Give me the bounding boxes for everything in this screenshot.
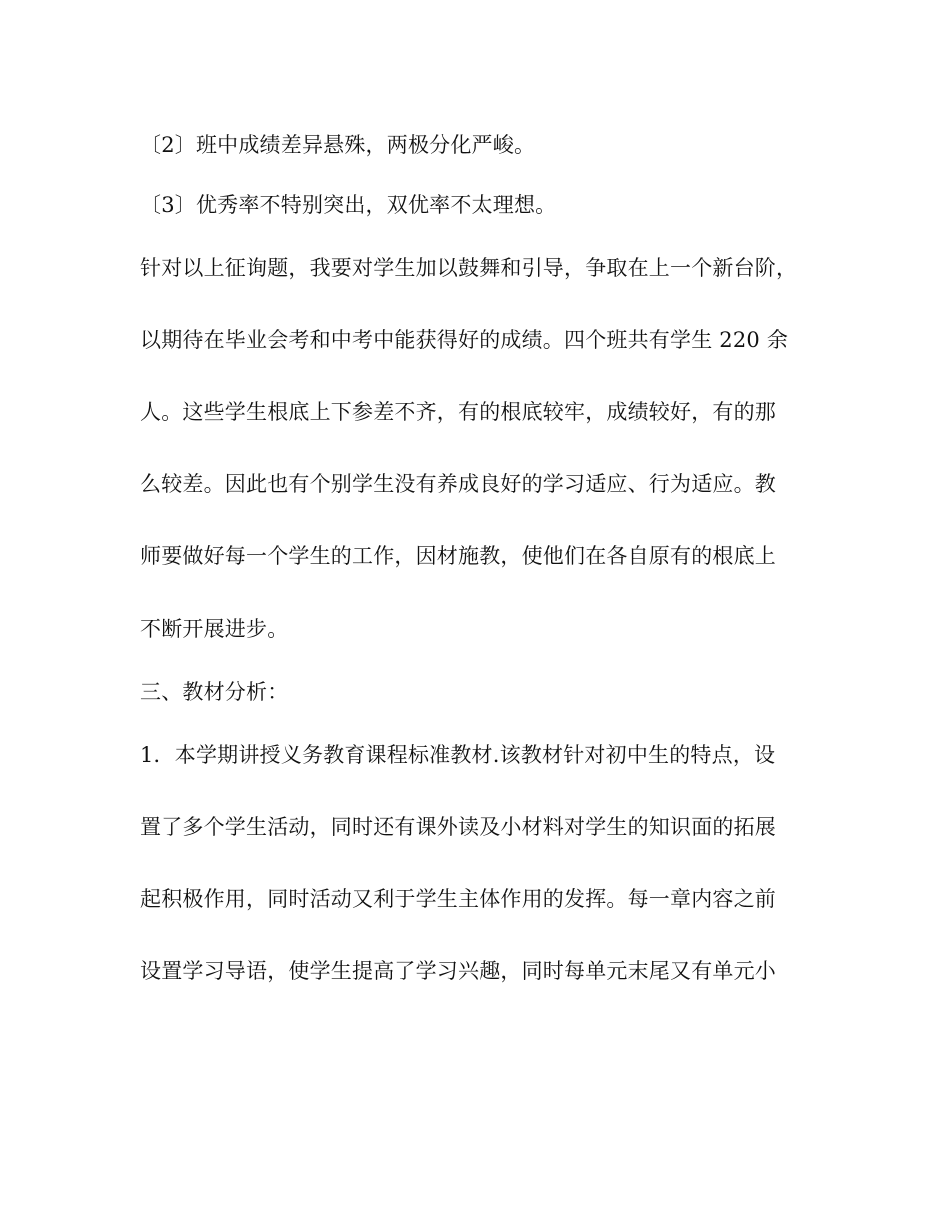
text-line: 设置学习导语，使学生提高了学习兴趣，同时每单元末尾又有单元小 — [140, 959, 776, 983]
text-line: 师要做好每一个学生的工作，因材施教，使他们在各自原有的根底上 — [140, 544, 776, 568]
text-line: 人。这些学生根底上下参差不齐，有的根底较牢，成绩较好，有的那 — [140, 400, 776, 424]
text-line: 〔2〕班中成绩差异悬殊，两极分化严峻。 — [140, 133, 536, 157]
text-line: 以期待在毕业会考和中考中能获得好的成绩。四个班共有学生 220 余 — [140, 328, 789, 352]
text-line: 么较差。因此也有个别学生没有养成良好的学习适应、行为适应。教 — [140, 472, 776, 496]
text-line: 不断开展进步。 — [140, 617, 289, 641]
text-line: 〔3〕优秀率不特别突出，双优率不太理想。 — [140, 193, 557, 217]
text-line: 置了多个学生活动，同时还有课外读及小材料对学生的知识面的拓展 — [140, 815, 776, 839]
text-line: 1．本学期讲授义务教育课程标准教材.该教材针对初中生的特点，设 — [140, 743, 776, 767]
section-heading: 三、教材分析： — [140, 680, 289, 704]
text-line: 起积极作用，同时活动又利于学生主体作用的发挥。每一章内容之前 — [140, 887, 776, 911]
text-line: 针对以上征询题，我要对学生加以鼓舞和引导，争取在上一个新台阶， — [140, 256, 798, 280]
